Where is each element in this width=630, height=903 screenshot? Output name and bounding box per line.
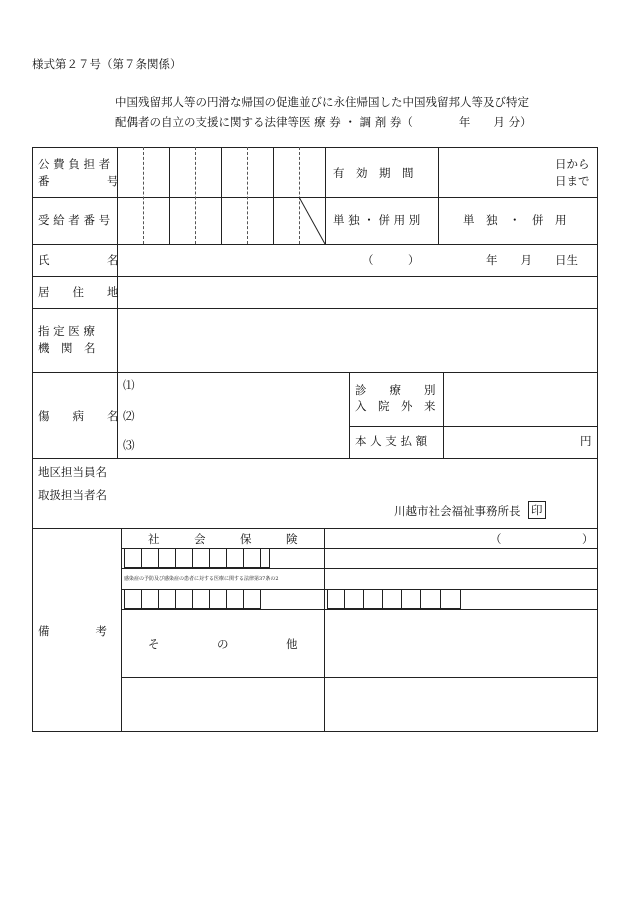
- insurance-digit-box: [209, 548, 227, 568]
- disease-divider: [443, 372, 444, 458]
- infection-digit-box: [175, 589, 193, 609]
- date-from: 日から: [555, 157, 590, 171]
- remarks-label: 備 考: [38, 624, 107, 638]
- social-insurance-label: 社 会 保 険: [148, 532, 298, 546]
- disease-label: 傷 病 名: [38, 409, 119, 423]
- single-combined-label: 単 独 ・ 併 用 別: [333, 213, 421, 227]
- infection-digit-box: [401, 589, 421, 609]
- infection-law-label: 感染症の予防及び感染症の患者に対する医療に関する法律第37条の2: [124, 576, 279, 582]
- title-line-1: 中国残留邦人等の円滑な帰国の促進並びに永住帰国した中国残留邦人等及び特定: [115, 95, 529, 109]
- single-combined-value: 単 独 ・ 併 用: [463, 213, 567, 227]
- yen-unit: 円: [580, 434, 592, 448]
- disease-item-3: ⑶: [123, 438, 135, 452]
- insurance-digit-box: [243, 548, 261, 568]
- handler-label: 取扱担当者名: [38, 488, 107, 502]
- remarks-paren: （ ）: [490, 532, 594, 546]
- infection-digit-box: [158, 589, 176, 609]
- medical-institution-label: 指 定 医 療: [38, 324, 95, 338]
- office-head-label: 川越市社会福祉事務所長: [394, 504, 521, 518]
- insurance-digit-box: [141, 548, 159, 568]
- digit-divider: [143, 147, 144, 244]
- remarks-line: [121, 677, 598, 678]
- digit-divider: [195, 147, 196, 244]
- infection-digit-box: [363, 589, 383, 609]
- infection-digit-box: [420, 589, 441, 609]
- digit-divider: [169, 147, 170, 244]
- digit-divider: [247, 147, 248, 244]
- title-line-2: 配偶者の自立の支援に関する法律等医 療 券 ・ 調 剤 券（ 年 月 分）: [115, 115, 532, 129]
- infection-digit-box: [141, 589, 159, 609]
- insurance-digit-box: [158, 548, 176, 568]
- name-paren: （ ）: [362, 253, 420, 267]
- insurance-digit-box: [192, 548, 210, 568]
- infection-digit-box: [192, 589, 210, 609]
- payer-number-label: 公 費 負 担 者: [38, 157, 111, 171]
- infection-digit-box: [327, 589, 345, 609]
- address-label: 居 住 地: [38, 285, 119, 299]
- recipient-number-label: 受 給 者 番 号: [38, 213, 111, 227]
- row-line: [349, 426, 598, 427]
- infection-digit-box: [243, 589, 261, 609]
- date-to: 日まで: [555, 174, 590, 188]
- name-label: 氏 名: [38, 253, 119, 267]
- diagonal-slash: [299, 197, 326, 244]
- valid-period-label: 有 効 期 間: [333, 166, 414, 180]
- remarks-line: [121, 609, 598, 610]
- care-type-label: 診 療 別: [355, 383, 436, 397]
- birth-date-suffix: 年 月 日生: [486, 253, 578, 267]
- insurance-digit-box: [124, 548, 142, 568]
- digit-divider: [221, 147, 222, 244]
- insurance-digit-box: [226, 548, 244, 568]
- remarks-divider: [121, 528, 122, 732]
- disease-item-1: ⑴: [123, 378, 135, 392]
- infection-digit-box: [344, 589, 364, 609]
- infection-digit-box: [226, 589, 244, 609]
- row-line: [32, 458, 598, 459]
- district-officer-label: 地区担当員名: [38, 465, 107, 479]
- digit-divider: [438, 147, 439, 244]
- disease-item-2: ⑵: [123, 409, 135, 423]
- remarks-divider: [324, 528, 325, 732]
- infection-digit-box: [382, 589, 402, 609]
- medical-institution-label-2: 機 関 名: [38, 341, 96, 355]
- care-type-label-2: 入 院 外 来: [355, 399, 436, 413]
- disease-divider: [349, 372, 350, 458]
- insurance-digit-box: [175, 548, 193, 568]
- row-line: [32, 528, 598, 529]
- infection-digit-box: [209, 589, 227, 609]
- remarks-line: [121, 568, 598, 569]
- self-pay-label: 本 人 支 払 額: [355, 434, 428, 448]
- other-label: そ の 他: [148, 637, 298, 651]
- infection-digit-box: [124, 589, 142, 609]
- digit-divider: [273, 147, 274, 244]
- infection-digit-box: [440, 589, 461, 609]
- form-number: 様式第２７号（第７条関係）: [32, 57, 182, 71]
- insurance-digit-box: [260, 548, 270, 568]
- seal-mark: 印: [531, 503, 543, 517]
- payer-number-label-2: 番 号: [38, 174, 119, 188]
